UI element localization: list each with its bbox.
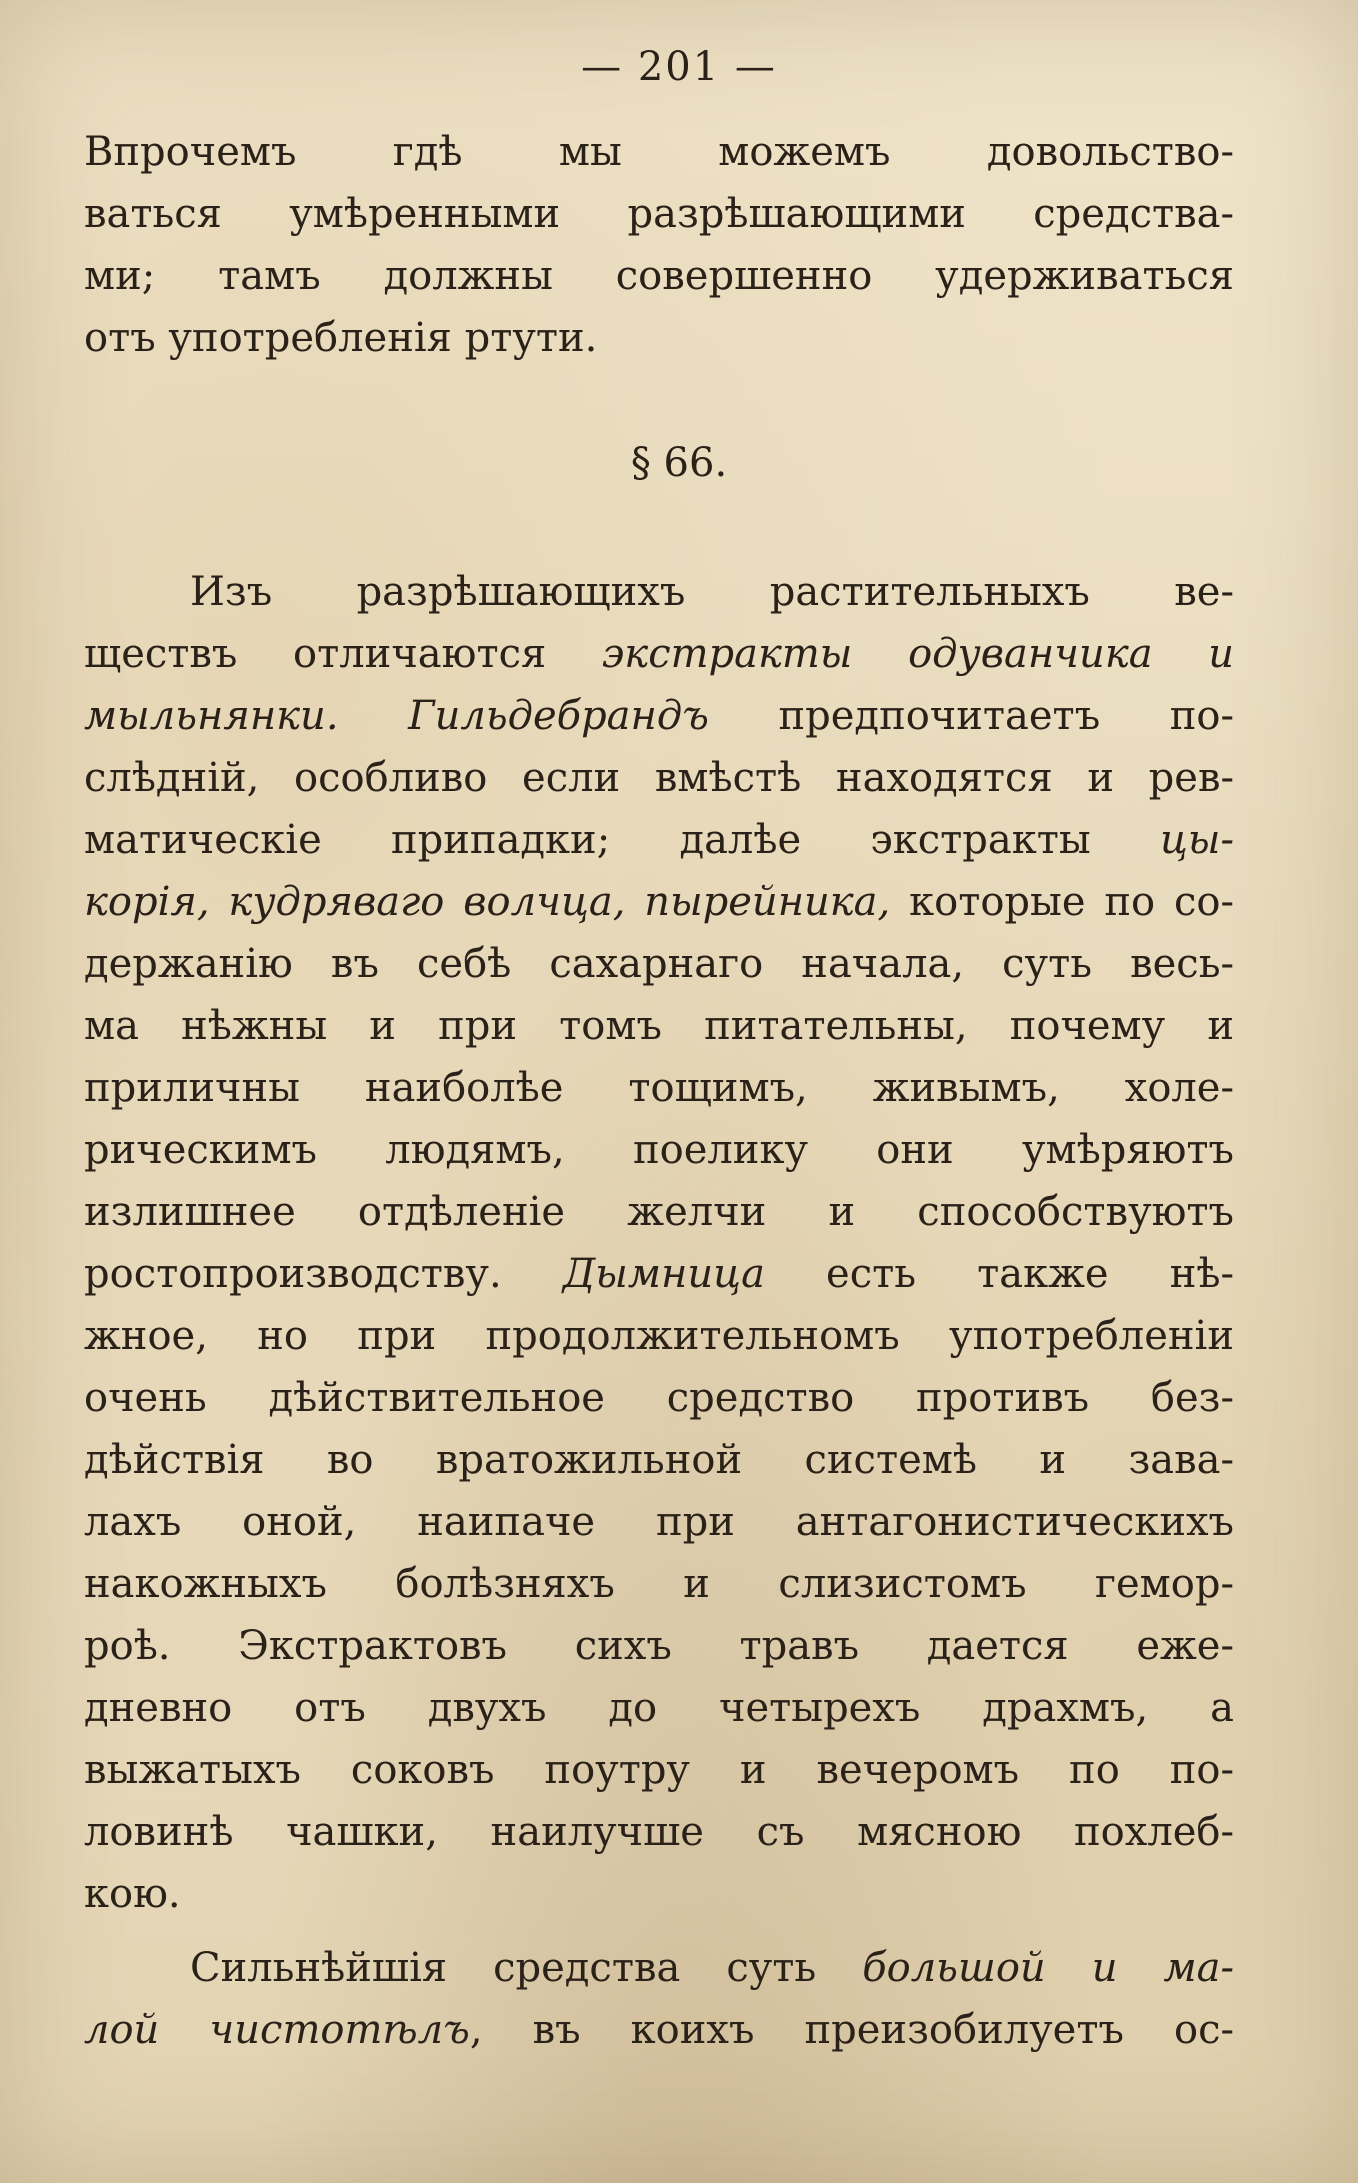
text-run: ростопроизводству. [84, 1251, 563, 1297]
text-run: Изъ разрѣшающихъ растительныхъ ве- [190, 569, 1234, 615]
paragraph-line: приличны наиболѣе тощимъ, живымъ, холе- [84, 1065, 1234, 1111]
italic-run: экстракты одуванчика и [601, 631, 1235, 677]
paragraph-line: выжатыхъ соковъ поутру и вечеромъ по по- [84, 1747, 1234, 1793]
text-run: , въ коихъ преизобилуетъ ос- [469, 2007, 1235, 2053]
paragraph-line: накожныхъ болѣзняхъ и слизистомъ гемор- [84, 1561, 1234, 1607]
paragraph-line: роѣ. Экстрактовъ сихъ травъ дается еже- [84, 1623, 1234, 1669]
text-run: есть также нѣ- [764, 1251, 1234, 1297]
italic-run: Дымница [562, 1251, 765, 1297]
paragraph-line: дневно отъ двухъ до четырехъ драхмъ, а [84, 1685, 1234, 1731]
paragraph-line [84, 630, 1234, 678]
paragraph-line: лахъ оной, наипаче при антагонистическихъ [84, 1499, 1234, 1545]
paragraph-line [190, 568, 1234, 616]
paragraph-line: очень дѣйствительное средство противъ без- [84, 1375, 1234, 1421]
paragraph-line: кою. [84, 1871, 181, 1917]
paragraph-line [84, 816, 1234, 864]
intro-line: отъ употребленія ртути. [84, 315, 598, 361]
paragraph-line: излишнее отдѣленіе желчи и способствуютъ [84, 1189, 1234, 1235]
paragraph-line: держанію въ себѣ сахарнаго начала, суть весь- [84, 941, 1234, 987]
italic-run: лой чистотѣлъ [84, 2007, 470, 2053]
paragraph-line: слѣдній, особливо если вмѣстѣ находятся и рев- [84, 755, 1234, 801]
section-heading: § 66. [630, 440, 728, 486]
intro-line: ваться умѣренными разрѣшающими средства- [84, 191, 1234, 237]
paragraph-line: ловинѣ чашки, наилучше съ мясною похлеб- [84, 1809, 1234, 1855]
italic-run: корія, кудряваго волчца, пырейника, [84, 879, 891, 925]
italic-run: цы- [1159, 817, 1234, 863]
text-run: предпочитаетъ по- [708, 693, 1234, 739]
intro-line: ми; тамъ должны совершенно удерживаться [84, 253, 1234, 299]
paragraph-line: дѣйствія во вратожильной системѣ и зава- [84, 1437, 1234, 1483]
paragraph-line: ма нѣжны и при томъ питательны, почему и [84, 1003, 1234, 1049]
text-run: ществъ отличаются [84, 631, 602, 677]
page-number: — 201 — [581, 44, 777, 90]
italic-run: мыльнянки. Гильдебрандъ [84, 693, 709, 739]
paragraph-line [190, 1944, 1234, 1992]
text-run: Сильнѣйшія средства суть [190, 1945, 863, 1991]
paragraph-line: жное, но при продолжительномъ употребленіи [84, 1313, 1234, 1359]
paragraph-line [84, 878, 1234, 926]
text-run: матическіе припадки; далѣе экстракты [84, 817, 1160, 863]
paragraph-line [84, 2006, 1234, 2054]
paragraph-line [84, 1250, 1234, 1298]
paragraph-line [84, 692, 1234, 740]
italic-run: большой и ма- [862, 1945, 1234, 1991]
paragraph-line: рическимъ людямъ, поелику они умѣряютъ [84, 1127, 1234, 1173]
intro-line: Впрочемъ гдѣ мы можемъ довольство- [84, 129, 1234, 175]
text-run: которые по со- [890, 879, 1234, 925]
